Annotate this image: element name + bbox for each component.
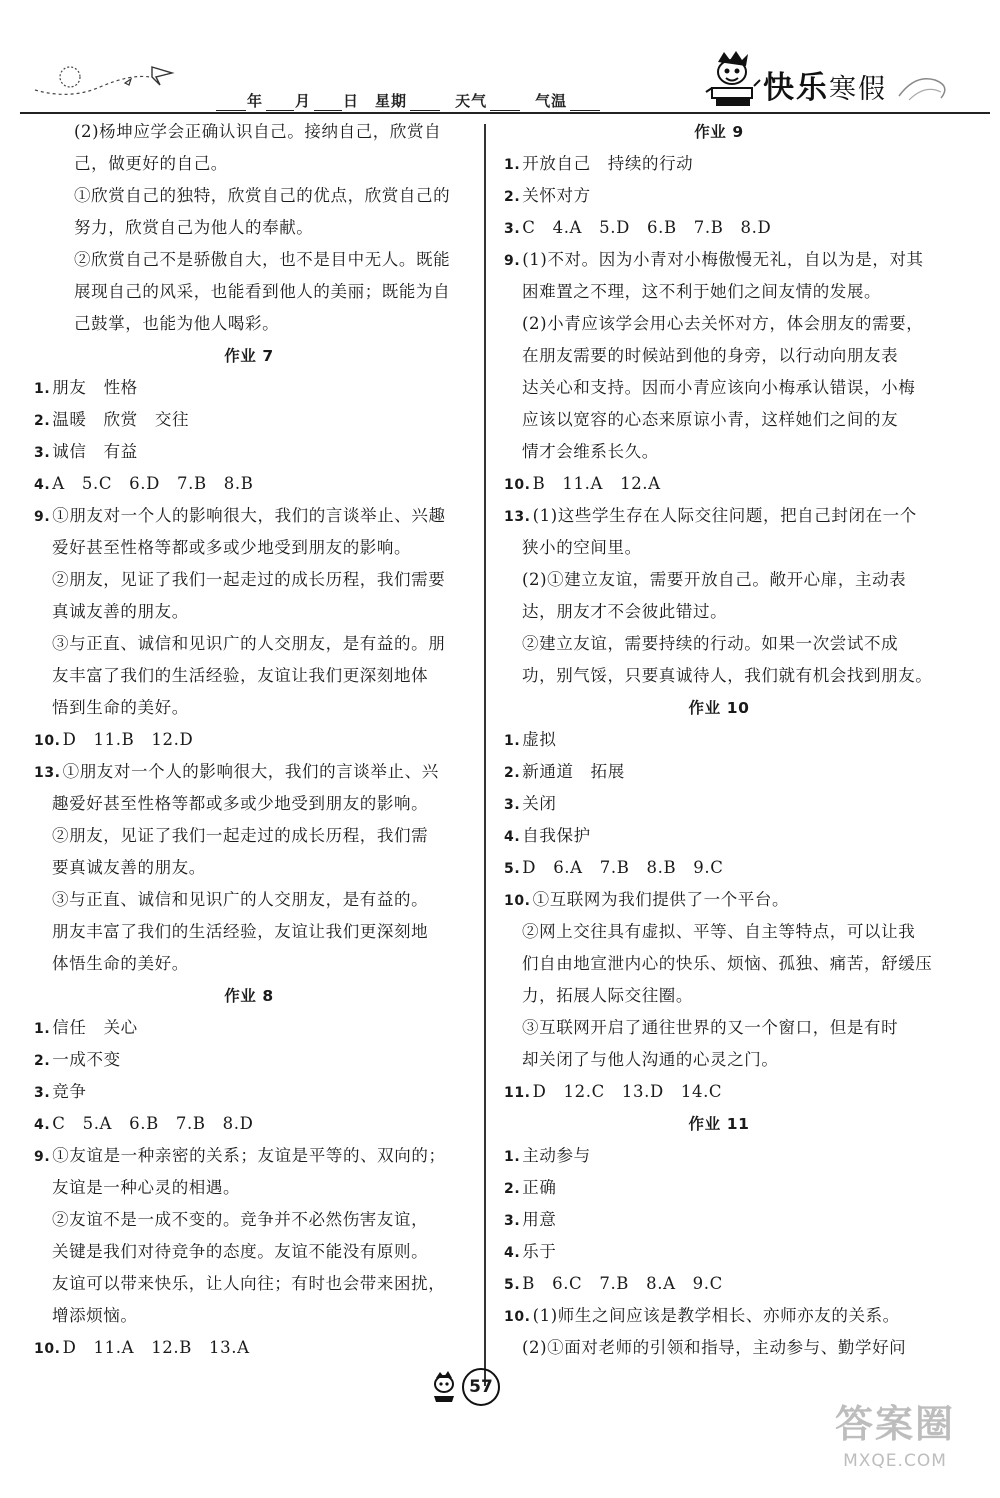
answer-line: [34, 596, 464, 628]
answer-line: [504, 532, 934, 564]
answer-text: ②朋友，见证了我们一起走过的成长历程，我们需要: [52, 570, 446, 589]
answer-line: [34, 884, 464, 916]
weather-label: 天气: [455, 92, 488, 110]
question-number: 1.: [504, 1149, 521, 1165]
question-number: 1.: [504, 157, 521, 173]
answer-line: [34, 1300, 464, 1332]
answer-line: [504, 1268, 934, 1300]
watermark-title: 答案圈: [834, 1402, 955, 1446]
question-number: 9.: [34, 1149, 51, 1165]
watermark-url: MXQE.COM: [843, 1451, 947, 1471]
question-number: 4.: [504, 1245, 521, 1261]
answer-line: [34, 1268, 464, 1300]
answer-text: ①欣赏自己的独特，欣赏自己的优点，欣赏自己的: [74, 186, 451, 205]
answer-line: [34, 788, 464, 820]
answer-text: 己，做更好的自己。: [74, 154, 228, 173]
question-number: 10.: [34, 733, 61, 749]
answer-text: (2)小青应该学会用心去关怀对方，体会朋友的需要，: [522, 314, 924, 333]
answer-text: 乐于: [522, 1242, 557, 1261]
answer-line: [504, 980, 934, 1012]
answer-text: (1)不对。因为小青对小梅傲慢无礼，自以为是，对其: [522, 250, 924, 269]
answer-line: [504, 1076, 934, 1108]
answer-line: [34, 660, 464, 692]
question-number: 3.: [34, 1085, 51, 1101]
question-number: 5.: [504, 1277, 521, 1293]
question-number: 3.: [504, 797, 521, 813]
answer-text: 自我保护: [522, 826, 591, 845]
question-number: 1.: [504, 733, 521, 749]
answer-line: [34, 564, 464, 596]
answer-line: [34, 308, 464, 340]
question-number: 3.: [504, 221, 521, 237]
answer-text: D 6.A 7.B 8.B 9.C: [522, 858, 724, 877]
answer-text: 正确: [522, 1178, 557, 1197]
answer-line: [34, 1172, 464, 1204]
answer-text: 友谊是一种心灵的相遇。: [52, 1178, 241, 1197]
answer-line: [504, 500, 934, 532]
answer-text: ①友谊是一种亲密的关系；友谊是平等的、双向的；: [52, 1146, 446, 1165]
question-number: 2.: [34, 413, 51, 429]
answer-text: 努力，欣赏自己为他人的奉献。: [74, 218, 314, 237]
doodle-decoration: [30, 55, 190, 105]
section-title: [504, 692, 934, 724]
answer-text: 关闭: [522, 794, 557, 813]
question-number: 4.: [34, 477, 51, 493]
answer-line: [34, 852, 464, 884]
question-number: 4.: [34, 1117, 51, 1133]
answer-text: ②欣赏自己不是骄傲自大，也不是目中无人。既能: [74, 250, 451, 269]
weekday-label: 星期: [375, 92, 408, 110]
answer-line: [34, 532, 464, 564]
answer-line: [34, 1140, 464, 1172]
section-title: [34, 980, 464, 1012]
answer-line: [34, 148, 464, 180]
answer-line: [504, 788, 934, 820]
weekday-blank: [410, 96, 440, 111]
answer-text: D 11.B 12.D: [62, 730, 194, 749]
answer-line: [34, 244, 464, 276]
answer-text: B 11.A 12.A: [532, 474, 661, 493]
answer-line: [504, 148, 934, 180]
answer-line: [34, 372, 464, 404]
answer-text: 达关心和支持。因而小青应该向小梅承认错误，小梅: [522, 378, 916, 397]
question-number: 1.: [34, 1021, 51, 1037]
answer-text: 作业 8: [224, 987, 274, 1005]
day-label: 日: [343, 92, 360, 110]
answer-text: 作业 11: [688, 1115, 750, 1133]
answer-line: [504, 884, 934, 916]
question-number: 10.: [504, 1309, 531, 1325]
answer-text: ③互联网开启了通往世界的又一个窗口，但是有时: [522, 1018, 899, 1037]
answer-line: [504, 724, 934, 756]
answer-line: [504, 212, 934, 244]
answer-line: [504, 1204, 934, 1236]
answer-text: ①朋友对一个人的影响很大，我们的言谈举止、兴: [62, 762, 439, 781]
answer-text: 趣爱好甚至性格等都或多或少地受到朋友的影响。: [52, 794, 429, 813]
answer-text: ②网上交往具有虚拟、平等、自主等特点，可以让我: [522, 922, 916, 941]
answer-line: [504, 948, 934, 980]
answer-text: ①互联网为我们提供了一个平台。: [532, 890, 790, 909]
answer-text: 爱好甚至性格等都或多或少地受到朋友的影响。: [52, 538, 412, 557]
answer-text: 体悟生命的美好。: [52, 954, 189, 973]
answer-text: ②朋友，见证了我们一起走过的成长历程，我们需: [52, 826, 429, 845]
answer-text: 作业 9: [694, 123, 744, 141]
mascot-icon: [702, 48, 764, 110]
answer-line: [34, 1204, 464, 1236]
answer-line: [34, 692, 464, 724]
answer-text: C 4.A 5.D 6.B 7.B 8.D: [522, 218, 772, 237]
weather-blank: [490, 96, 520, 111]
answer-line: [34, 404, 464, 436]
question-number: 2.: [504, 765, 521, 781]
answer-text: 朋友丰富了我们的生活经验，友谊让我们更深刻地: [52, 922, 429, 941]
answer-line: [504, 244, 934, 276]
answer-text: 新通道 拓展: [522, 762, 625, 781]
answer-text: D 12.C 13.D 14.C: [532, 1082, 723, 1101]
answer-text: ②友谊不是一成不变的。竞争并不必然伤害友谊，: [52, 1210, 429, 1229]
answer-line: [504, 436, 934, 468]
answer-text: 虚拟: [522, 730, 557, 749]
answer-text: 作业 10: [688, 699, 750, 717]
answer-line: [34, 436, 464, 468]
answer-line: [504, 916, 934, 948]
answer-text: 主动参与: [522, 1146, 591, 1165]
answer-text: 朋友 性格: [52, 378, 138, 397]
answer-line: [34, 820, 464, 852]
answer-line: [34, 500, 464, 532]
answer-line: [504, 852, 934, 884]
brand-title-sub: 寒假: [829, 74, 887, 105]
brand-title-main: 快乐: [763, 70, 829, 106]
answer-text: 功，别气馁，只要真诚待人，我们就有机会找到朋友。: [522, 666, 933, 685]
answer-line: [504, 468, 934, 500]
answer-text: 们自由地宣泄内心的快乐、烦恼、孤独、痛苦，舒缓压: [522, 954, 933, 973]
answer-text: 开放自己 持续的行动: [522, 154, 694, 173]
question-number: 1.: [34, 381, 51, 397]
answer-text: 友谊可以带来快乐，让人向往；有时也会带来困扰，: [52, 1274, 446, 1293]
answer-text: (1)这些学生存在人际交往问题，把自己封闭在一个: [532, 506, 917, 525]
brand-title: [763, 62, 887, 107]
answer-text: 要真诚友善的朋友。: [52, 858, 206, 877]
answer-line: [504, 1044, 934, 1076]
answer-text: ①朋友对一个人的影响很大，我们的言谈举止、兴趣: [52, 506, 446, 525]
answer-text: (2)杨坤应学会正确认识自己。接纳自己，欣赏自: [74, 122, 442, 141]
answer-line: [34, 1012, 464, 1044]
question-number: 10.: [504, 893, 531, 909]
answer-line: [504, 1300, 934, 1332]
answer-text: 在朋友需要的时候站到他的身旁，以行动向朋友表: [522, 346, 899, 365]
answer-line: [504, 1012, 934, 1044]
answer-line: [34, 1332, 464, 1364]
question-number: 9.: [34, 509, 51, 525]
answer-text: 展现自己的风采，也能看到他人的美丽；既能为自: [74, 282, 451, 301]
year-label: 年: [247, 92, 264, 110]
answer-line: [34, 724, 464, 756]
date-weather-line: [215, 90, 601, 111]
answer-text: (1)师生之间应该是教学相长、亦师亦友的关系。: [532, 1306, 900, 1325]
answer-line: [504, 1236, 934, 1268]
answer-line: [34, 276, 464, 308]
answer-line: [34, 468, 464, 500]
answer-line: [504, 372, 934, 404]
question-number: 9.: [504, 253, 521, 269]
year-blank: [216, 96, 246, 111]
header-rule: [20, 112, 990, 114]
question-number: 2.: [504, 189, 521, 205]
question-number: 3.: [34, 445, 51, 461]
question-number: 10.: [34, 1341, 61, 1357]
answer-text: 力，拓展人际交往圈。: [522, 986, 693, 1005]
section-title: [34, 340, 464, 372]
answer-line: [504, 756, 934, 788]
answer-text: (2)①面对老师的引领和指导，主动参与、勤学好问: [522, 1338, 907, 1357]
answer-text: ②建立友谊，需要持续的行动。如果一次尝试不成: [522, 634, 899, 653]
answer-text: 悟到生命的美好。: [52, 698, 189, 717]
answer-line: [34, 1044, 464, 1076]
day-blank: [314, 96, 342, 111]
section-title: [504, 1108, 934, 1140]
answer-text: C 5.A 6.B 7.B 8.D: [52, 1114, 254, 1133]
answer-line: [504, 1140, 934, 1172]
answer-text: 达，朋友才不会彼此错过。: [522, 602, 728, 621]
answer-line: [504, 628, 934, 660]
answer-line: [504, 308, 934, 340]
answer-line: [504, 564, 934, 596]
answer-line: [504, 404, 934, 436]
answer-text: 一成不变: [52, 1050, 121, 1069]
answer-line: [34, 116, 464, 148]
answer-text: 困难置之不理，这不利于她们之间友情的发展。: [522, 282, 882, 301]
question-number: 10.: [504, 477, 531, 493]
answer-text: D 11.A 12.B 13.A: [62, 1338, 250, 1357]
question-number: 4.: [504, 829, 521, 845]
answer-line: [34, 1076, 464, 1108]
month-blank: [266, 96, 294, 111]
answer-text: 关怀对方: [522, 186, 591, 205]
watermark: [800, 1400, 990, 1490]
answer-line: [34, 212, 464, 244]
answer-text: 却关闭了与他人沟通的心灵之门。: [522, 1050, 779, 1069]
answer-text: ③与正直、诚信和见识广的人交朋友，是有益的。朋: [52, 634, 446, 653]
swirl-decoration: [895, 70, 955, 106]
answer-text: 真诚友善的朋友。: [52, 602, 189, 621]
answer-line: [504, 276, 934, 308]
question-number: 2.: [34, 1053, 51, 1069]
answer-text: 信任 关心: [52, 1018, 138, 1037]
answer-line: [504, 820, 934, 852]
question-number: 5.: [504, 861, 521, 877]
right-column: [504, 116, 934, 1364]
answer-text: 友丰富了我们的生活经验，友谊让我们更深刻地体: [52, 666, 429, 685]
answer-text: 增添烦恼。: [52, 1306, 138, 1325]
answer-text: 竞争: [52, 1082, 87, 1101]
answer-line: [34, 948, 464, 980]
section-title: [504, 116, 934, 148]
answer-text: 己鼓掌，也能为他人喝彩。: [74, 314, 280, 333]
page-number: 57: [462, 1368, 500, 1406]
answer-line: [504, 1332, 934, 1364]
temperature-blank: [570, 96, 600, 111]
answer-text: ③与正直、诚信和见识广的人交朋友，是有益的。: [52, 890, 429, 909]
column-divider: [484, 124, 486, 1386]
answer-line: [34, 756, 464, 788]
answer-text: 温暖 欣赏 交往: [52, 410, 190, 429]
question-number: 3.: [504, 1213, 521, 1229]
answer-line: [504, 1172, 934, 1204]
left-column: [34, 116, 464, 1364]
question-number: 13.: [34, 765, 61, 781]
answer-line: [504, 340, 934, 372]
answer-line: [504, 180, 934, 212]
answer-text: A 5.C 6.D 7.B 8.B: [52, 474, 254, 493]
answer-text: 应该以宽容的心态来原谅小青，这样她们之间的友: [522, 410, 899, 429]
answer-text: 用意: [522, 1210, 557, 1229]
answer-text: 情才会维系长久。: [522, 442, 659, 461]
answer-text: (2)①建立友谊，需要开放自己。敞开心扉，主动表: [522, 570, 907, 589]
temperature-label: 气温: [535, 92, 568, 110]
answer-line: [34, 180, 464, 212]
answer-line: [504, 596, 934, 628]
answer-text: 作业 7: [224, 347, 274, 365]
answer-line: [34, 916, 464, 948]
answer-line: [34, 1236, 464, 1268]
answer-line: [34, 1108, 464, 1140]
answer-text: 关键是我们对待竞争的态度。友谊不能没有原则。: [52, 1242, 429, 1261]
answer-line: [34, 628, 464, 660]
answer-text: 狭小的空间里。: [522, 538, 642, 557]
month-label: 月: [295, 92, 312, 110]
answer-text: B 6.C 7.B 8.A 9.C: [522, 1274, 723, 1293]
question-number: 11.: [504, 1085, 531, 1101]
answer-line: [504, 660, 934, 692]
footer-mascot-icon: [428, 1370, 462, 1404]
question-number: 13.: [504, 509, 531, 525]
answer-text: 诚信 有益: [52, 442, 138, 461]
question-number: 2.: [504, 1181, 521, 1197]
